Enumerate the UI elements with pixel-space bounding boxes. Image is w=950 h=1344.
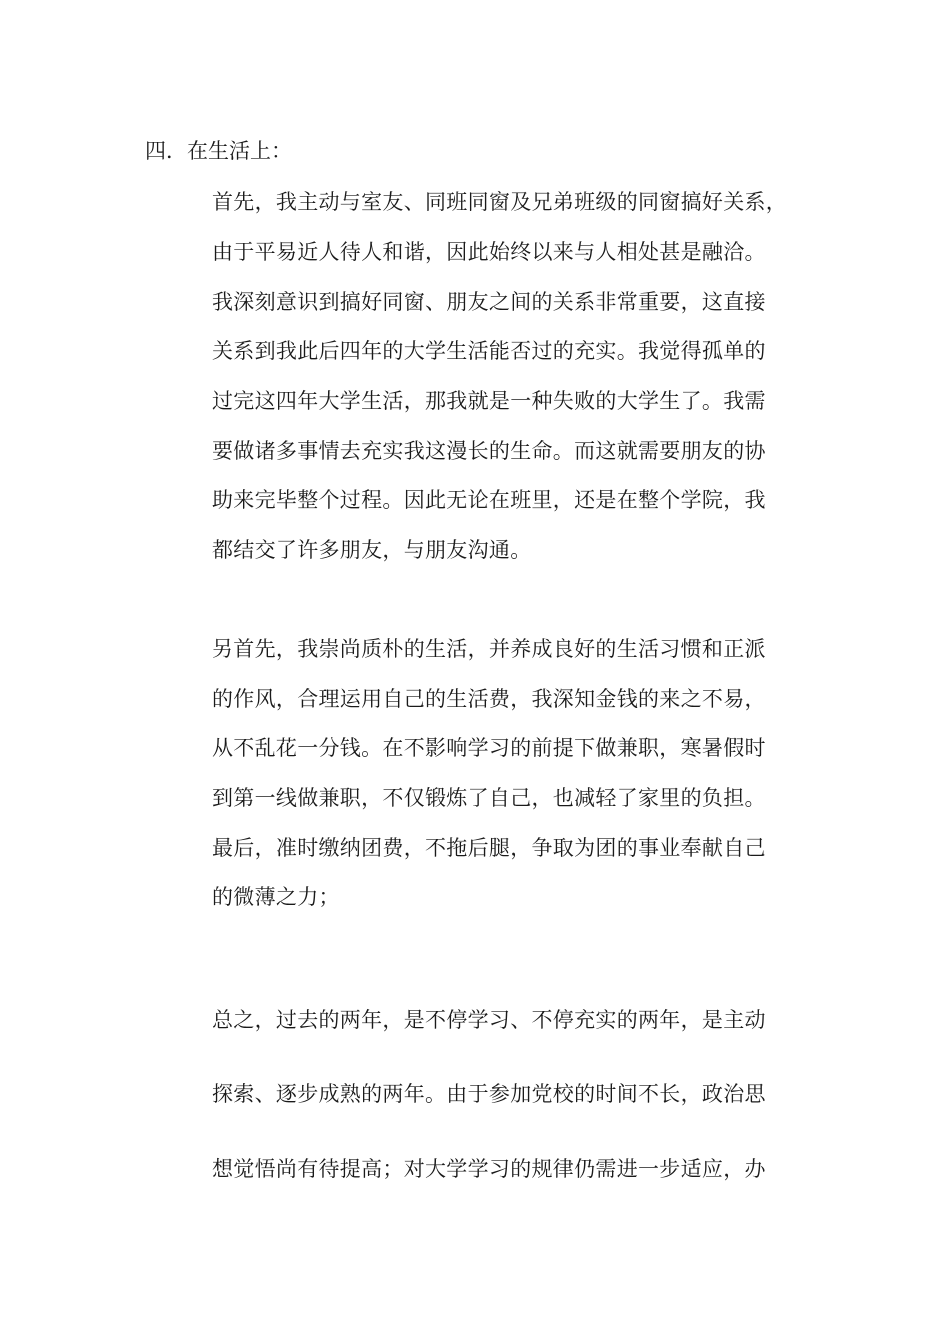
paragraph-1-line-7: 助来完毕整个过程。因此无论在班里，还是在整个学院，我 xyxy=(212,488,766,512)
paragraph-3-line-3: 想觉悟尚有待提高；对大学学习的规律仍需进一步适应，办 xyxy=(212,1157,766,1181)
paragraph-2-line-2: 的作风，合理运用自己的生活费，我深知金钱的来之不易， xyxy=(212,687,766,711)
paragraph-1-line-8: 都结交了许多朋友，与朋友沟通。 xyxy=(212,538,532,562)
paragraph-1-line-6: 要做诸多事情去充实我这漫长的生命。而这就需要朋友的协 xyxy=(212,439,766,463)
paragraph-1-line-1: 首先，我主动与室友、同班同窗及兄弟班级的同窗搞好关系， xyxy=(212,190,788,214)
paragraph-1-line-5: 过完这四年大学生活，那我就是一种失败的大学生了。我需 xyxy=(212,389,766,413)
section-heading: 四．在生活上： xyxy=(145,139,292,163)
paragraph-3-line-2: 探索、逐步成熟的两年。由于参加党校的时间不长，政治思 xyxy=(212,1082,766,1106)
paragraph-2-line-5: 最后，准时缴纳团费，不拖后腿，争取为团的事业奉献自己 xyxy=(212,836,766,860)
paragraph-1-line-2: 由于平易近人待人和谐，因此始终以来与人相处甚是融洽。 xyxy=(212,240,766,264)
paragraph-2-line-4: 到第一线做兼职，不仅锻炼了自己，也减轻了家里的负担。 xyxy=(212,786,766,810)
paragraph-2-line-6: 的微薄之力； xyxy=(212,885,340,909)
paragraph-2-line-3: 从不乱花一分钱。在不影响学习的前提下做兼职，寒暑假时 xyxy=(212,736,766,760)
paragraph-2-line-1: 另首先，我崇尚质朴的生活，并养成良好的生活习惯和正派 xyxy=(212,637,766,661)
paragraph-1-line-4: 关系到我此后四年的大学生活能否过的充实。我觉得孤单的 xyxy=(212,339,766,363)
paragraph-1-line-3: 我深刻意识到搞好同窗、朋友之间的关系非常重要，这直接 xyxy=(212,290,766,314)
paragraph-3-line-1: 总之，过去的两年，是不停学习、不停充实的两年，是主动 xyxy=(212,1008,766,1032)
